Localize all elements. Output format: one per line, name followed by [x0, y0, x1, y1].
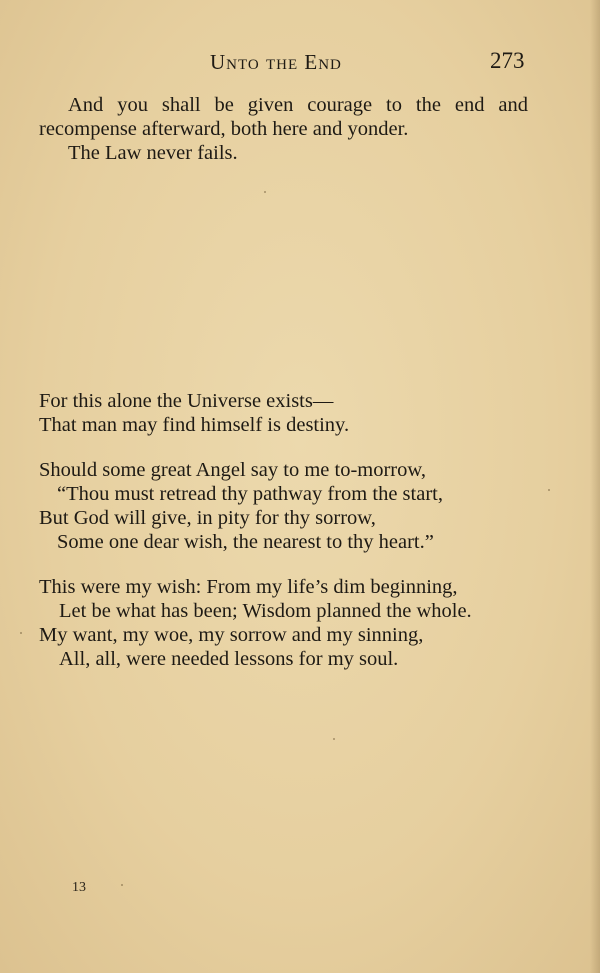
- running-head-title: Unto the End: [210, 50, 342, 74]
- verse-line: My want, my woe, my sorrow and my sinning,: [39, 624, 424, 646]
- verse-line: Should some great Angel say to me to-morrow,: [39, 459, 426, 481]
- paper-speck: [20, 632, 22, 634]
- page-edge-shadow: [590, 0, 600, 973]
- verse-line: For this alone the Universe exists—: [39, 390, 334, 412]
- verse-line: That man may find himself is destiny.: [39, 414, 350, 436]
- paper-speck: [121, 884, 123, 886]
- page-number: 273: [490, 48, 525, 73]
- verse-line: “Thou must retread thy pathway from the start,: [57, 483, 443, 505]
- paper-speck: [333, 738, 335, 740]
- verse-line: This were my wish: From my life’s dim beginning,: [39, 576, 458, 598]
- verse-line: Some one dear wish, the nearest to thy heart.”: [57, 531, 434, 553]
- paper-speck: [264, 191, 266, 193]
- verse-line: Let be what has been; Wisdom planned the whole.: [59, 600, 472, 622]
- verse-line: But God will give, in pity for thy sorrow,: [39, 507, 376, 529]
- printer-signature-mark: 13: [72, 880, 86, 895]
- paper-speck: [548, 489, 550, 491]
- paragraph-line: recompense afterward, both here and yonder.: [39, 118, 409, 140]
- paragraph-line: The Law never fails.: [68, 142, 238, 164]
- paragraph-line: And you shall be given courage to the end and: [68, 94, 528, 116]
- verse-line: All, all, were needed lessons for my soul.: [59, 648, 399, 670]
